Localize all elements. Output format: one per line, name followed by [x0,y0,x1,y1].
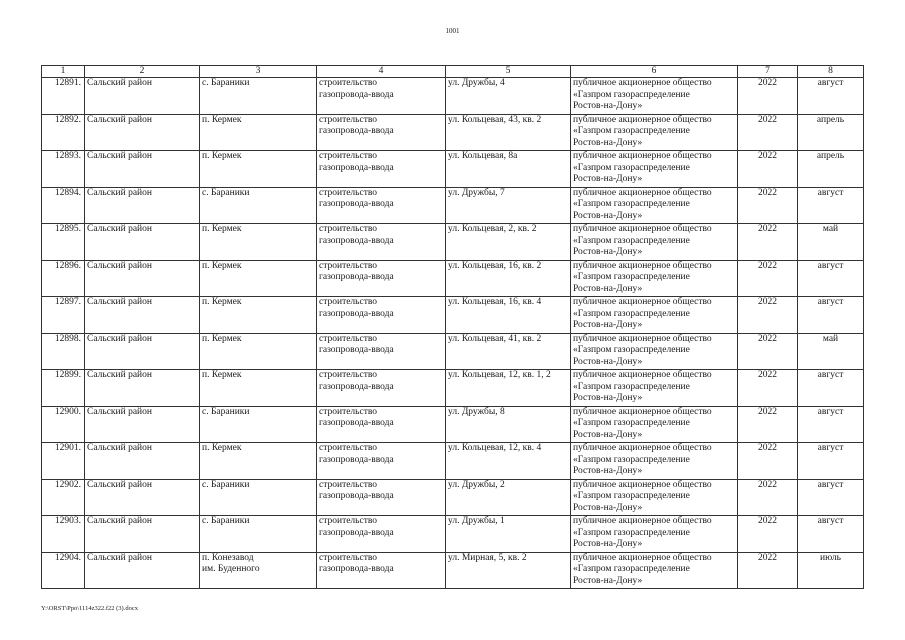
locality-cell [200,260,317,297]
locality-line: с. Бараники [202,187,250,198]
work-type-cell [317,114,446,151]
organization-line: Ростов-на-Дону» [573,137,643,148]
work-type-line: строительство [319,479,378,490]
row-number-cell: 12900. [42,406,85,443]
locality-line: с. Бараники [202,78,250,88]
locality-cell [200,151,317,188]
organization-line: «Газпром газораспределение [573,199,690,209]
organization-line: публичное акционерное общество [573,333,712,344]
footer-file-path: Y:\ORST\Ppo\1114z322.f22 (3).docx [41,605,138,612]
work-type-cell [317,260,446,297]
work-type-cell [317,78,446,115]
organization-cell [571,151,738,188]
year-cell: 2022 [738,443,798,480]
district-cell: Сальский район [85,187,200,224]
organization-line: Ростов-на-Дону» [573,429,643,440]
column-header-6: 6 [571,66,738,78]
district-cell: Сальский район [85,78,200,115]
organization-line: Ростов-на-Дону» [573,247,643,257]
page-number: 1001 [445,27,460,35]
table-row [42,479,864,516]
work-type-line: газопровода-ввода [319,89,394,100]
table-row [42,260,864,297]
table-row [42,333,864,370]
district-cell: Сальский район [85,552,200,589]
organization-line: «Газпром газораспределение [573,454,690,465]
locality-line: с. Бараники [202,516,250,526]
year-cell: 2022 [738,406,798,443]
row-number-cell: 12897. [42,297,85,334]
work-type-line: строительство [319,224,378,234]
organization-line: «Газпром газораспределение [573,89,690,100]
address-cell: ул. Дружбы, 4 [446,78,571,115]
year-cell: 2022 [738,114,798,151]
locality-line: с. Бараники [202,479,250,490]
organization-line: Ростов-на-Дону» [573,210,643,221]
organization-line: публичное акционерное общество [573,552,712,563]
year-cell: 2022 [738,333,798,370]
address-cell: ул. Кольцевая, 16, кв. 4 [446,297,571,334]
work-type-line: газопровода-ввода [319,345,394,355]
locality-line: п. Кермек [202,370,242,380]
locality-cell [200,224,317,261]
organization-line: публичное акционерное общество [573,443,712,453]
district-cell: Сальский район [85,224,200,261]
work-type-cell [317,370,446,407]
month-cell: август [798,370,864,407]
table-row [42,552,864,589]
locality-line: п. Кермек [202,151,242,161]
work-type-line: газопровода-ввода [319,527,394,538]
work-type-cell [317,443,446,480]
work-type-line: строительство [319,406,378,417]
month-cell: апрель [798,114,864,151]
organization-cell [571,114,738,151]
work-type-cell [317,516,446,553]
row-number-cell: 12893. [42,151,85,188]
organization-cell [571,443,738,480]
organization-line: Ростов-на-Дону» [573,283,643,294]
organization-line: Ростов-на-Дону» [573,466,643,476]
work-type-line: газопровода-ввода [319,235,394,246]
district-cell: Сальский район [85,516,200,553]
organization-line: «Газпром газораспределение [573,564,690,574]
address-cell: ул. Кольцевая, 2, кв. 2 [446,224,571,261]
month-cell: май [798,224,864,261]
district-cell: Сальский район [85,443,200,480]
year-cell: 2022 [738,260,798,297]
year-cell: 2022 [738,187,798,224]
month-cell: август [798,187,864,224]
organization-cell [571,78,738,115]
organization-line: «Газпром газораспределение [573,381,690,392]
locality-cell [200,370,317,407]
year-cell: 2022 [738,552,798,589]
organization-line: публичное акционерное общество [573,151,712,161]
organization-line: Ростов-на-Дону» [573,393,643,403]
address-cell: ул. Кольцевая, 41, кв. 2 [446,333,571,370]
row-number-cell: 12895. [42,224,85,261]
organization-line: «Газпром газораспределение [573,162,690,173]
organization-cell [571,260,738,297]
table-row [42,151,864,188]
work-type-line: строительство [319,114,378,125]
work-type-cell [317,187,446,224]
work-type-line: газопровода-ввода [319,564,394,574]
organization-line: «Газпром газораспределение [573,308,690,319]
month-cell: август [798,406,864,443]
district-cell: Сальский район [85,260,200,297]
address-cell: ул. Кольцевая, 12, кв. 1, 2 [446,370,571,407]
organization-cell [571,406,738,443]
organization-line: Ростов-на-Дону» [573,174,643,184]
locality-line: им. Буденного [202,564,260,574]
work-type-cell [317,333,446,370]
address-cell: ул. Кольцевая, 16, кв. 2 [446,260,571,297]
year-cell: 2022 [738,224,798,261]
row-number-cell: 12894. [42,187,85,224]
table-row [42,297,864,334]
table-row [42,114,864,151]
address-cell: ул. Дружбы, 7 [446,187,571,224]
organization-cell [571,370,738,407]
organization-cell [571,224,738,261]
locality-cell [200,516,317,553]
organization-line: Ростов-на-Дону» [573,356,643,367]
locality-line: п. Конезавод [202,552,254,563]
work-type-cell [317,297,446,334]
district-cell: Сальский район [85,479,200,516]
district-cell: Сальский район [85,114,200,151]
organization-line: публичное акционерное общество [573,260,712,271]
work-type-cell [317,151,446,188]
year-cell: 2022 [738,370,798,407]
district-cell: Сальский район [85,151,200,188]
address-cell: ул. Дружбы, 1 [446,516,571,553]
column-header-7: 7 [738,66,798,78]
organization-line: публичное акционерное общество [573,370,712,380]
organization-line: публичное акционерное общество [573,297,712,307]
row-number-cell: 12898. [42,333,85,370]
organization-line: «Газпром газораспределение [573,491,690,501]
address-cell: ул. Дружбы, 2 [446,479,571,516]
row-number-cell: 12891. [42,78,85,115]
month-cell: май [798,333,864,370]
work-type-line: газопровода-ввода [319,308,394,319]
table-row [42,224,864,261]
organization-line: Ростов-на-Дону» [573,502,643,513]
table-row [42,516,864,553]
organization-line: «Газпром газораспределение [573,527,690,538]
organization-line: публичное акционерное общество [573,406,712,417]
column-header-8: 8 [798,66,864,78]
table-body [42,78,864,589]
organization-line: публичное акционерное общество [573,187,712,198]
locality-line: п. Кермек [202,260,242,271]
locality-line: п. Кермек [202,224,242,234]
organization-line: Ростов-на-Дону» [573,320,643,330]
locality-cell [200,552,317,589]
locality-line: п. Кермек [202,114,242,125]
work-type-line: строительство [319,443,378,453]
table-row [42,78,864,115]
organization-cell [571,333,738,370]
organization-cell [571,297,738,334]
row-number-cell: 12896. [42,260,85,297]
locality-line: с. Бараники [202,406,250,417]
year-cell: 2022 [738,78,798,115]
column-header-1: 1 [42,66,85,78]
row-number-cell: 12904. [42,552,85,589]
locality-cell [200,333,317,370]
organization-cell [571,516,738,553]
month-cell: август [798,297,864,334]
work-type-line: газопровода-ввода [319,272,394,282]
work-type-line: газопровода-ввода [319,199,394,209]
work-type-line: газопровода-ввода [319,454,394,465]
work-type-line: строительство [319,260,378,271]
table-row [42,187,864,224]
work-type-cell [317,224,446,261]
address-cell: ул. Кольцевая, 12, кв. 4 [446,443,571,480]
work-type-line: строительство [319,552,378,563]
locality-cell [200,114,317,151]
work-type-line: строительство [319,370,378,380]
district-cell: Сальский район [85,370,200,407]
organization-line: «Газпром газораспределение [573,235,690,246]
district-cell: Сальский район [85,333,200,370]
work-type-line: строительство [319,187,378,198]
row-number-cell: 12899. [42,370,85,407]
work-type-line: газопровода-ввода [319,162,394,173]
registry-table [41,65,864,589]
month-cell: июль [798,552,864,589]
month-cell: август [798,260,864,297]
table-row [42,370,864,407]
work-type-line: газопровода-ввода [319,418,394,428]
address-cell: ул. Дружбы, 8 [446,406,571,443]
row-number-cell: 12902. [42,479,85,516]
year-cell: 2022 [738,516,798,553]
organization-line: публичное акционерное общество [573,516,712,526]
column-header-2: 2 [85,66,200,78]
organization-line: Ростов-на-Дону» [573,575,643,586]
month-cell: август [798,443,864,480]
table-header [42,66,864,78]
work-type-line: строительство [319,151,378,161]
table-row [42,406,864,443]
district-cell: Сальский район [85,406,200,443]
locality-cell [200,406,317,443]
address-cell: ул. Мирная, 5, кв. 2 [446,552,571,589]
organization-line: «Газпром газораспределение [573,126,690,136]
year-cell: 2022 [738,151,798,188]
locality-cell [200,187,317,224]
column-header-5: 5 [446,66,571,78]
locality-cell [200,479,317,516]
organization-line: Ростов-на-Дону» [573,539,643,549]
column-header-4: 4 [317,66,446,78]
header-row [42,66,864,78]
organization-line: Ростов-на-Дону» [573,101,643,111]
row-number-cell: 12892. [42,114,85,151]
district-cell: Сальский район [85,297,200,334]
locality-line: п. Кермек [202,333,242,344]
organization-line: «Газпром газораспределение [573,418,690,428]
locality-cell [200,78,317,115]
organization-line: «Газпром газораспределение [573,345,690,355]
work-type-line: газопровода-ввода [319,491,394,501]
year-cell: 2022 [738,479,798,516]
work-type-cell [317,479,446,516]
address-cell: ул. Кольцевая, 8а [446,151,571,188]
organization-line: «Газпром газораспределение [573,272,690,282]
column-header-3: 3 [200,66,317,78]
organization-line: публичное акционерное общество [573,114,712,125]
organization-cell [571,479,738,516]
month-cell: август [798,78,864,115]
locality-cell [200,443,317,480]
work-type-cell [317,552,446,589]
locality-line: п. Кермек [202,297,242,307]
work-type-line: газопровода-ввода [319,126,394,136]
work-type-cell [317,406,446,443]
work-type-line: строительство [319,333,378,344]
month-cell: август [798,479,864,516]
organization-line: публичное акционерное общество [573,224,712,234]
locality-line: п. Кермек [202,443,242,453]
organization-line: публичное акционерное общество [573,78,712,88]
month-cell: апрель [798,151,864,188]
locality-cell [200,297,317,334]
row-number-cell: 12901. [42,443,85,480]
organization-cell [571,187,738,224]
month-cell: август [798,516,864,553]
address-cell: ул. Кольцевая, 43, кв. 2 [446,114,571,151]
work-type-line: строительство [319,516,378,526]
organization-cell [571,552,738,589]
work-type-line: строительство [319,297,378,307]
row-number-cell: 12903. [42,516,85,553]
organization-line: публичное акционерное общество [573,479,712,490]
work-type-line: строительство [319,78,378,88]
work-type-line: газопровода-ввода [319,381,394,392]
table-row [42,443,864,480]
year-cell: 2022 [738,297,798,334]
